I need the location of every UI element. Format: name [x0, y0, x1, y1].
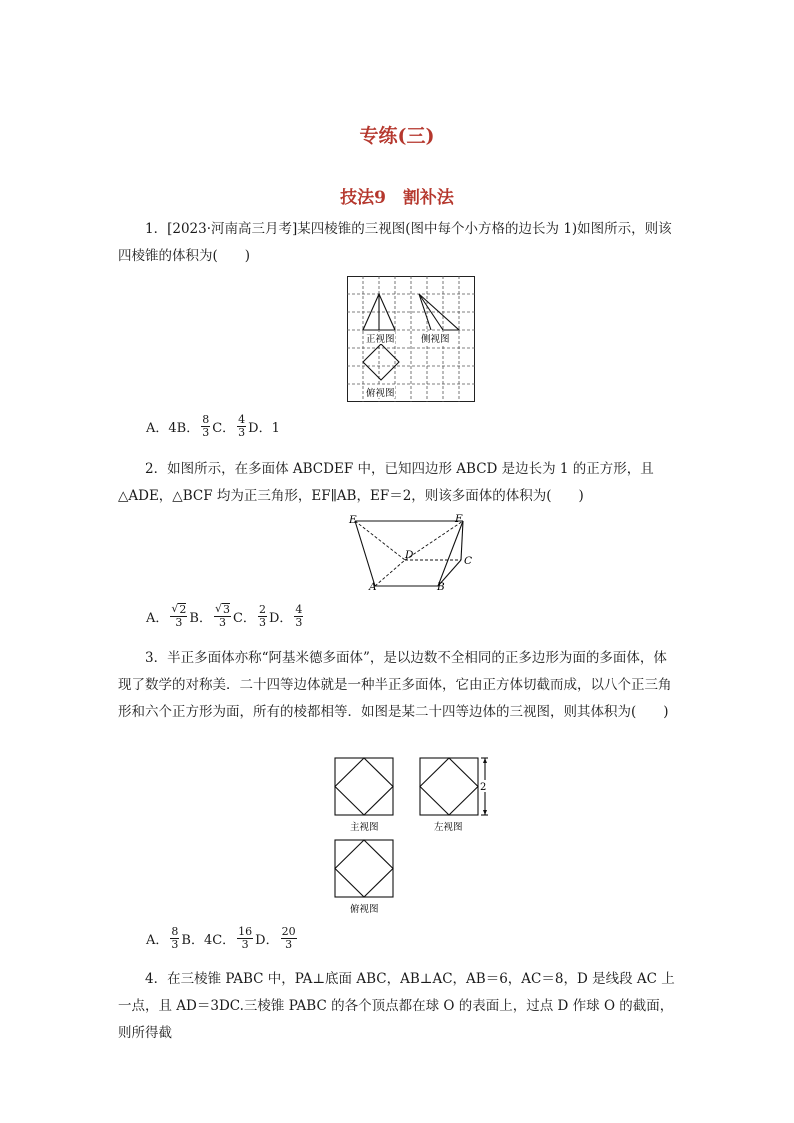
- q3-option-b: B．4C．: [181, 933, 236, 948]
- q1-option-c-fraction: $\frac{4}{3}$: [238, 413, 246, 439]
- q3-options: [146, 926, 299, 951]
- q1-text: 1．[2023·河南高三月考]某四棱锥的三视图(图中每个小方格的边长为 1)如图所示，则该四棱锥的体积为( ): [118, 221, 672, 264]
- q3-option-c-fraction: $\frac{16}{3}$: [238, 925, 253, 951]
- page-title: 专练(三): [359, 125, 435, 147]
- q4-text: 4．在三棱锥 PABC 中，PA⊥底面 ABC，AB⊥AC，AB＝6，AC＝8，D 是线段 AC 上一点，且 AD＝3DC.三棱锥 PABC 的各个顶点都在球 O 的表面上，过点 D 作球 O 的截面，则所得截: [118, 971, 675, 1041]
- q2-label-e: E: [349, 514, 357, 526]
- q2-text: 2．如图所示，在多面体 ABCDEF 中，已知四边形 ABCD 是边长为 1 的正方形，且△ADE，△BCF 均为正三角形，EF∥AB，EF＝2，则该多面体的体积为( ): [118, 461, 654, 504]
- q1-front-view-label: 正视图: [366, 334, 395, 345]
- section-subtitle: 技法9 割补法: [340, 188, 454, 208]
- q3-top-view-label: 俯视图: [350, 904, 379, 915]
- q1-options: [146, 414, 280, 439]
- q2-option-c-fraction: $\frac{2}{3}$: [258, 602, 266, 629]
- q1-option-c-label: C．: [212, 421, 236, 436]
- q2-label-d: D: [405, 549, 414, 561]
- q2-label-c: C: [464, 555, 473, 567]
- q2-option-b-fraction: √ 3 3: [214, 602, 230, 629]
- q2-polyhedron-figure: [343, 512, 478, 592]
- q3-left-view-label: 左视图: [434, 822, 463, 833]
- q1-three-view-figure: [347, 276, 475, 402]
- q2-options: [146, 603, 305, 629]
- q3-option-a-fraction: $\frac{8}{3}$: [171, 925, 179, 951]
- q3-dimension-label: 2: [480, 782, 487, 793]
- q2-label-a: A: [369, 581, 377, 592]
- q2-option-a-label: A．: [146, 610, 169, 626]
- q2-label-f: F: [455, 513, 463, 525]
- q2-label-b: B: [437, 581, 445, 592]
- q2-option-d-fraction: $\frac{4}{3}$: [295, 602, 303, 629]
- q1-top-view-label: 俯视图: [366, 388, 395, 399]
- q2-option-d-label: D．: [268, 610, 293, 626]
- q1-option-b-fraction: $\frac{8}{3}$: [202, 413, 210, 439]
- q3-option-d-fraction: $\frac{20}{3}$: [281, 925, 296, 951]
- q2-option-c-label: C．: [232, 610, 256, 626]
- q3-option-d-label: D．: [255, 933, 279, 948]
- q2-option-a-fraction: √ 2 3: [171, 602, 187, 629]
- q3-main-view-label: 主视图: [350, 822, 379, 833]
- q3-text: 3．半正多面体亦称“阿基米德多面体”，是以边数不全相同的正多边形为面的多面体，体现了数学的对称美．二十四等边体就是一种半正多面体，它由正方体切截而成，以八个正三角形和六个正方形为面，所有的棱都相等．如图是某二十四等边体的三视图，则其体积为( ): [118, 650, 672, 720]
- q3-three-view-figure: [333, 757, 493, 917]
- q2-option-b-label: B．: [189, 610, 212, 626]
- q1-option-d: D．1: [248, 421, 280, 436]
- q1-side-view-label: 侧视图: [421, 334, 450, 345]
- q3-option-a-label: A．: [146, 933, 169, 948]
- q1-option-a: A．4B．: [146, 421, 200, 436]
